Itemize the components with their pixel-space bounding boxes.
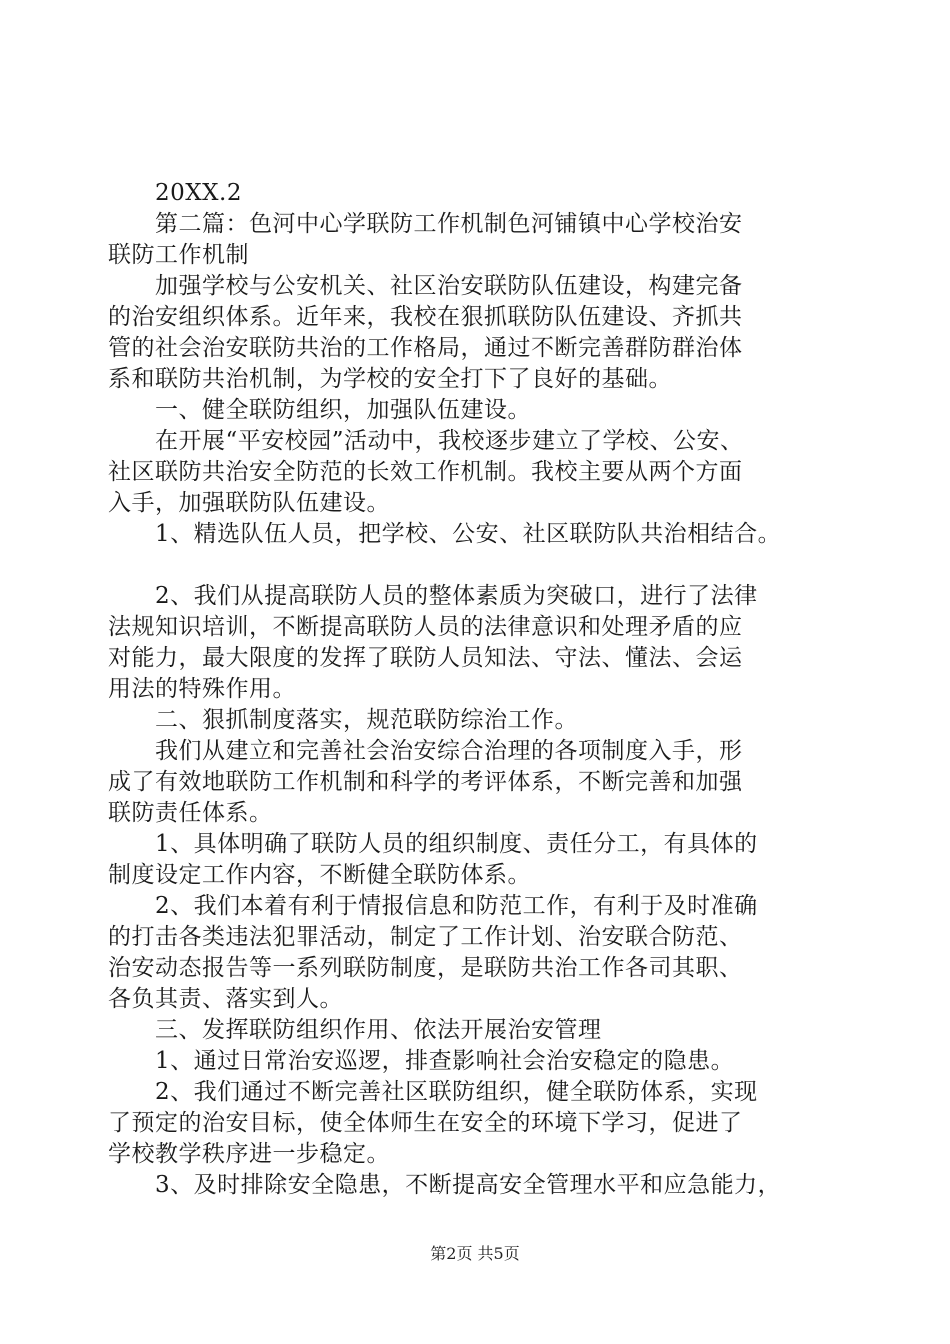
blank-line — [108, 550, 848, 581]
text-line: 法规知识培训，不断提高联防人员的法律意识和处理矛盾的应 — [108, 614, 743, 640]
text-line: 系和联防共治机制，为学校的安全打下了良好的基础。 — [108, 366, 672, 392]
text-line: 社区联防共治安全防范的长效工作机制。我校主要从两个方面 — [108, 459, 743, 485]
text-line: 加强学校与公安机关、社区治安联防队伍建设，构建完备 — [108, 273, 743, 299]
text-line: 2、我们本着有利于情报信息和防范工作，有利于及时准确 — [108, 893, 758, 919]
text-line: 治安动态报告等一系列联防制度，是联防共治工作各司其职、 — [108, 955, 743, 981]
text-line: 联防工作机制 — [108, 242, 249, 268]
text-line: 我们从建立和完善社会治安综合治理的各项制度入手，形 — [108, 738, 743, 764]
text-line: 了预定的治安目标，使全体师生在安全的环境下学习，促进了 — [108, 1110, 743, 1136]
text-line: 3、及时排除安全隐患，不断提高安全管理水平和应急能力， — [108, 1172, 782, 1198]
text-line: 的打击各类违法犯罪活动，制定了工作计划、治安联合防范、 — [108, 924, 743, 950]
text-line: 入手，加强联防队伍建设。 — [108, 490, 390, 516]
text-line: 联防责任体系。 — [108, 800, 273, 826]
text-line: 1、通过日常治安巡逻，排查影响社会治安稳定的隐患。 — [108, 1048, 735, 1074]
text-line: 三、发挥联防组织作用、依法开展治安管理 — [108, 1017, 602, 1043]
document-body — [108, 178, 848, 1201]
text-line: 20XX.2 — [108, 180, 242, 206]
text-line: 对能力，最大限度的发挥了联防人员知法、守法、懂法、会运 — [108, 645, 743, 671]
text-line: 用法的特殊作用。 — [108, 676, 296, 702]
text-line: 成了有效地联防工作机制和科学的考评体系，不断完善和加强 — [108, 769, 743, 795]
text-line: 一、健全联防组织，加强队伍建设。 — [108, 397, 531, 423]
text-line: 二、狠抓制度落实，规范联防综治工作。 — [108, 707, 578, 733]
text-line: 2、我们通过不断完善社区联防组织，健全联防体系，实现 — [108, 1079, 758, 1105]
text-line: 1、精选队伍人员，把学校、公安、社区联防队共治相结合。 — [108, 521, 782, 547]
page-footer: 第2页 共5页 — [430, 1244, 520, 1263]
text-line: 管的社会治安联防共治的工作格局，通过不断完善群防群治体 — [108, 335, 743, 361]
text-line: 2、我们从提高联防人员的整体素质为突破口，进行了法律 — [108, 583, 758, 609]
text-line: 在开展“平安校园”活动中，我校逐步建立了学校、公安、 — [108, 428, 744, 454]
text-line: 学校教学秩序进一步稳定。 — [108, 1141, 390, 1167]
text-line: 第二篇：色河中心学联防工作机制色河铺镇中心学校治安 — [108, 211, 743, 237]
text-line: 1、具体明确了联防人员的组织制度、责任分工，有具体的 — [108, 831, 758, 857]
text-line: 制度设定工作内容，不断健全联防体系。 — [108, 862, 531, 888]
text-line: 各负其责、落实到人。 — [108, 986, 343, 1012]
text-line: 的治安组织体系。近年来，我校在狠抓联防队伍建设、齐抓共 — [108, 304, 743, 330]
